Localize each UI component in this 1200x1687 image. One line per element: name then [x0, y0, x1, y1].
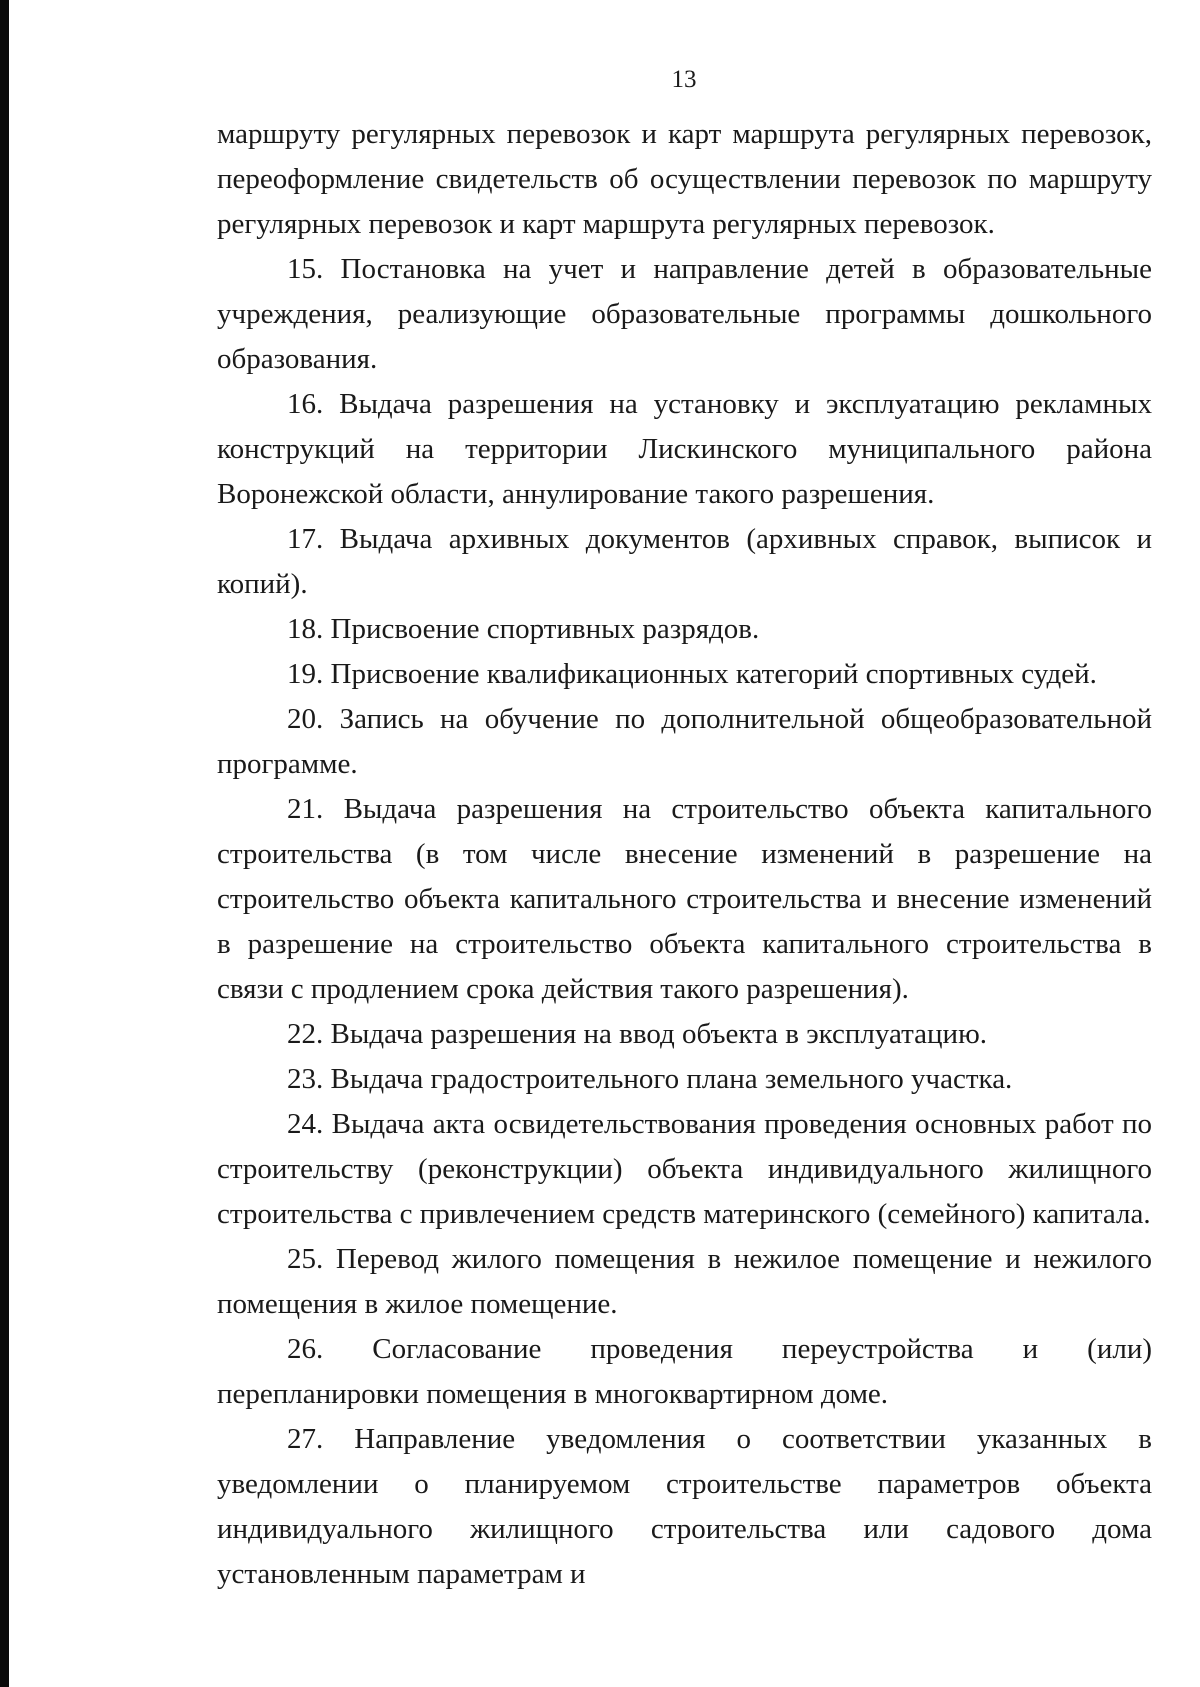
list-item-26: 26. Согласование проведения переустройства и (или) перепланировки помещения в многоквартирном доме.: [217, 1333, 1152, 1410]
list-item-20: 20. Запись на обучение по дополнительной общеобразовательной программе.: [217, 703, 1152, 780]
list-item-19: 19. Присвоение квалификационных категорий спортивных судей.: [287, 658, 1097, 690]
list-item-27: 27. Направление уведомления о соответствии указанных в уведомлении о планируемом строительстве параметров объекта индивидуального жилищного строительства или садового дома установленным параметрам и: [217, 1423, 1152, 1590]
list-item-21: 21. Выдача разрешения на строительство объекта капитального строительства (в том числе внесение изменений в разрешение на строительство объекта капитального строительства и внесение изменений в разрешение на строительство объекта капитального строительства в связи с продлением срока действия такого разрешения).: [217, 793, 1152, 1005]
paragraph-continuation: маршруту регулярных перевозок и карт маршрута регулярных перевозок, переоформление свидетельств об осуществлении перевозок по маршруту регулярных перевозок и карт маршрута регулярных перевозок.: [217, 118, 1152, 240]
list-item-18: 18. Присвоение спортивных разрядов.: [287, 613, 760, 645]
list-item-23: 23. Выдача градостроительного плана земельного участка.: [287, 1063, 1013, 1095]
list-item-22: 22. Выдача разрешения на ввод объекта в эксплуатацию.: [287, 1018, 987, 1050]
scan-edge: [0, 0, 9, 1687]
list-item-16: 16. Выдача разрешения на установку и эксплуатацию рекламных конструкций на территории Лискинского муниципального района Воронежской области, аннулирование такого разрешения.: [217, 388, 1152, 510]
page-number: 13: [671, 66, 697, 93]
list-item-17: 17. Выдача архивных документов (архивных справок, выписок и копий).: [217, 523, 1152, 600]
list-item-15: 15. Постановка на учет и направление детей в образовательные учреждения, реализующие образовательные программы дошкольного образования.: [217, 253, 1152, 375]
list-item-25: 25. Перевод жилого помещения в нежилое помещение и нежилого помещения в жилое помещение.: [217, 1243, 1152, 1320]
list-item-24: 24. Выдача акта освидетельствования проведения основных работ по строительству (реконструкции) объекта индивидуального жилищного строительства с привлечением средств материнского (семейного) капитала.: [217, 1108, 1152, 1230]
document-body: [217, 112, 1152, 1597]
